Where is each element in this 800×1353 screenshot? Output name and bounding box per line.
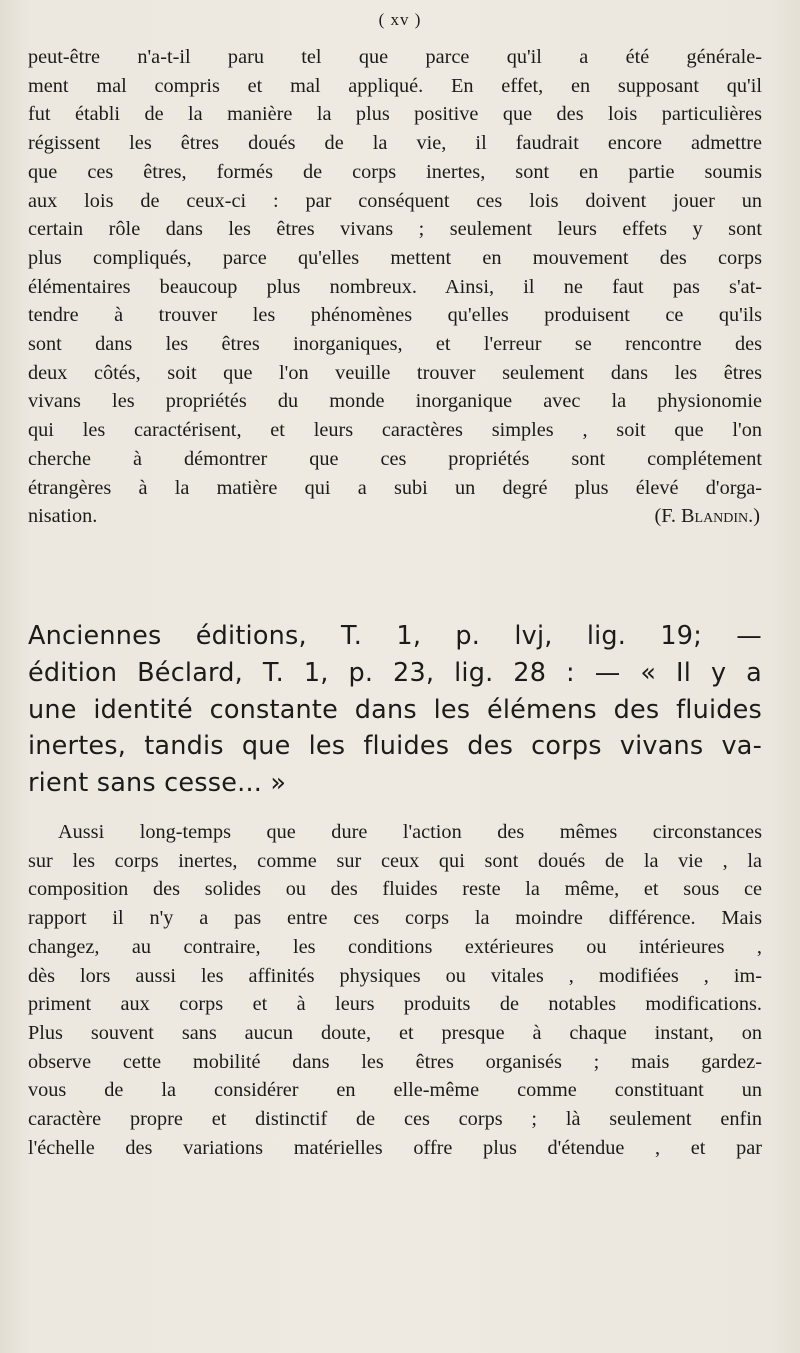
text-line: plus compliqués, parce qu'elles mettent en mouvement des corps — [28, 246, 762, 269]
text-line: observe cette mobilité dans les êtres organisés ; mais gardez- — [28, 1050, 762, 1073]
text-line: changez, au contraire, les conditions extérieures ou intérieures , — [28, 935, 762, 958]
text-line: certain rôle dans les êtres vivans ; seulement leurs effets y sont — [28, 218, 762, 241]
citation-line: une identité constante dans les élémens des fluides — [28, 694, 762, 725]
text-line: composition des solides ou des fluides reste la même, et sous ce — [28, 878, 762, 901]
passage-blandin — [28, 43, 762, 531]
text-line: régissent les êtres doués de la vie, il faudrait encore admettre — [28, 132, 762, 155]
text-line: étrangères à la matière qui a subi un degré plus élevé d'orga- — [28, 476, 762, 499]
text-line: sont dans les êtres inorganiques, et l'erreur se rencontre des — [28, 333, 762, 356]
text-line: l'échelle des variations matérielles offre plus d'étendue , et par — [28, 1136, 762, 1159]
text-line: peut-être n'a-t-il paru tel que parce qu'il a été générale- — [28, 46, 762, 68]
text-line: rapport il n'y a pas entre ces corps la moindre différence. Mais — [28, 907, 762, 930]
author-signature: (F. Blandin.) — [654, 505, 760, 528]
text-line: que ces êtres, formés de corps inertes, sont en partie soumis — [28, 160, 762, 183]
passage-citation — [28, 618, 762, 802]
text-line: vivans les propriétés du monde inorganique avec la physionomie — [28, 390, 762, 413]
text-line: Plus souvent sans aucun doute, et presque à chaque instant, on — [28, 1021, 762, 1044]
text-line: deux côtés, soit que l'on veuille trouver seulement dans les êtres — [28, 361, 762, 384]
text-line: fut établi de la manière la plus positive que des lois particulières — [28, 103, 762, 126]
text-line: aux lois de ceux-ci : par conséquent ces lois doivent jouer un — [28, 189, 762, 212]
citation-line: Anciennes éditions, T. 1, p. lvj, lig. 19; — — [28, 621, 762, 651]
page-number: ( xv ) — [378, 10, 422, 29]
text-line: tendre à trouver les phénomènes qu'elles produisent ce qu'ils — [28, 304, 762, 327]
text-line: Aussi long-temps que dure l'action des mêmes circonstances — [58, 821, 762, 843]
citation-line: édition Béclard, T. 1, p. 23, lig. 28 : — « Il y a — [28, 657, 762, 688]
signature-line — [28, 502, 762, 531]
text-line: cherche à démontrer que ces propriétés sont complétement — [28, 447, 762, 470]
passage-commentary — [28, 818, 762, 1162]
text-line: vous de la considérer en elle-même comme constituant un — [28, 1079, 762, 1102]
text-line: sur les corps inertes, comme sur ceux qui sont doués de la vie , la — [28, 849, 762, 872]
text-line: priment aux corps et à leurs produits de notables modifications. — [28, 993, 762, 1016]
text-line: élémentaires beaucoup plus nombreux. Ainsi, il ne faut pas s'at- — [28, 275, 762, 298]
citation-line: rient sans cesse... » — [28, 768, 287, 799]
text-line: qui les caractérisent, et leurs caractères simples , soit que l'on — [28, 419, 762, 442]
citation-line: inertes, tandis que les fluides des corps vivans va- — [28, 731, 762, 762]
text-line: caractère propre et distinctif de ces corps ; là seulement enfin — [28, 1108, 762, 1131]
text-line: nisation. — [28, 505, 98, 528]
text-line: ment mal compris et mal appliqué. En effet, en supposant qu'il — [28, 74, 762, 97]
text-line: dès lors aussi les affinités physiques ou vitales , modifiées , im- — [28, 964, 762, 987]
